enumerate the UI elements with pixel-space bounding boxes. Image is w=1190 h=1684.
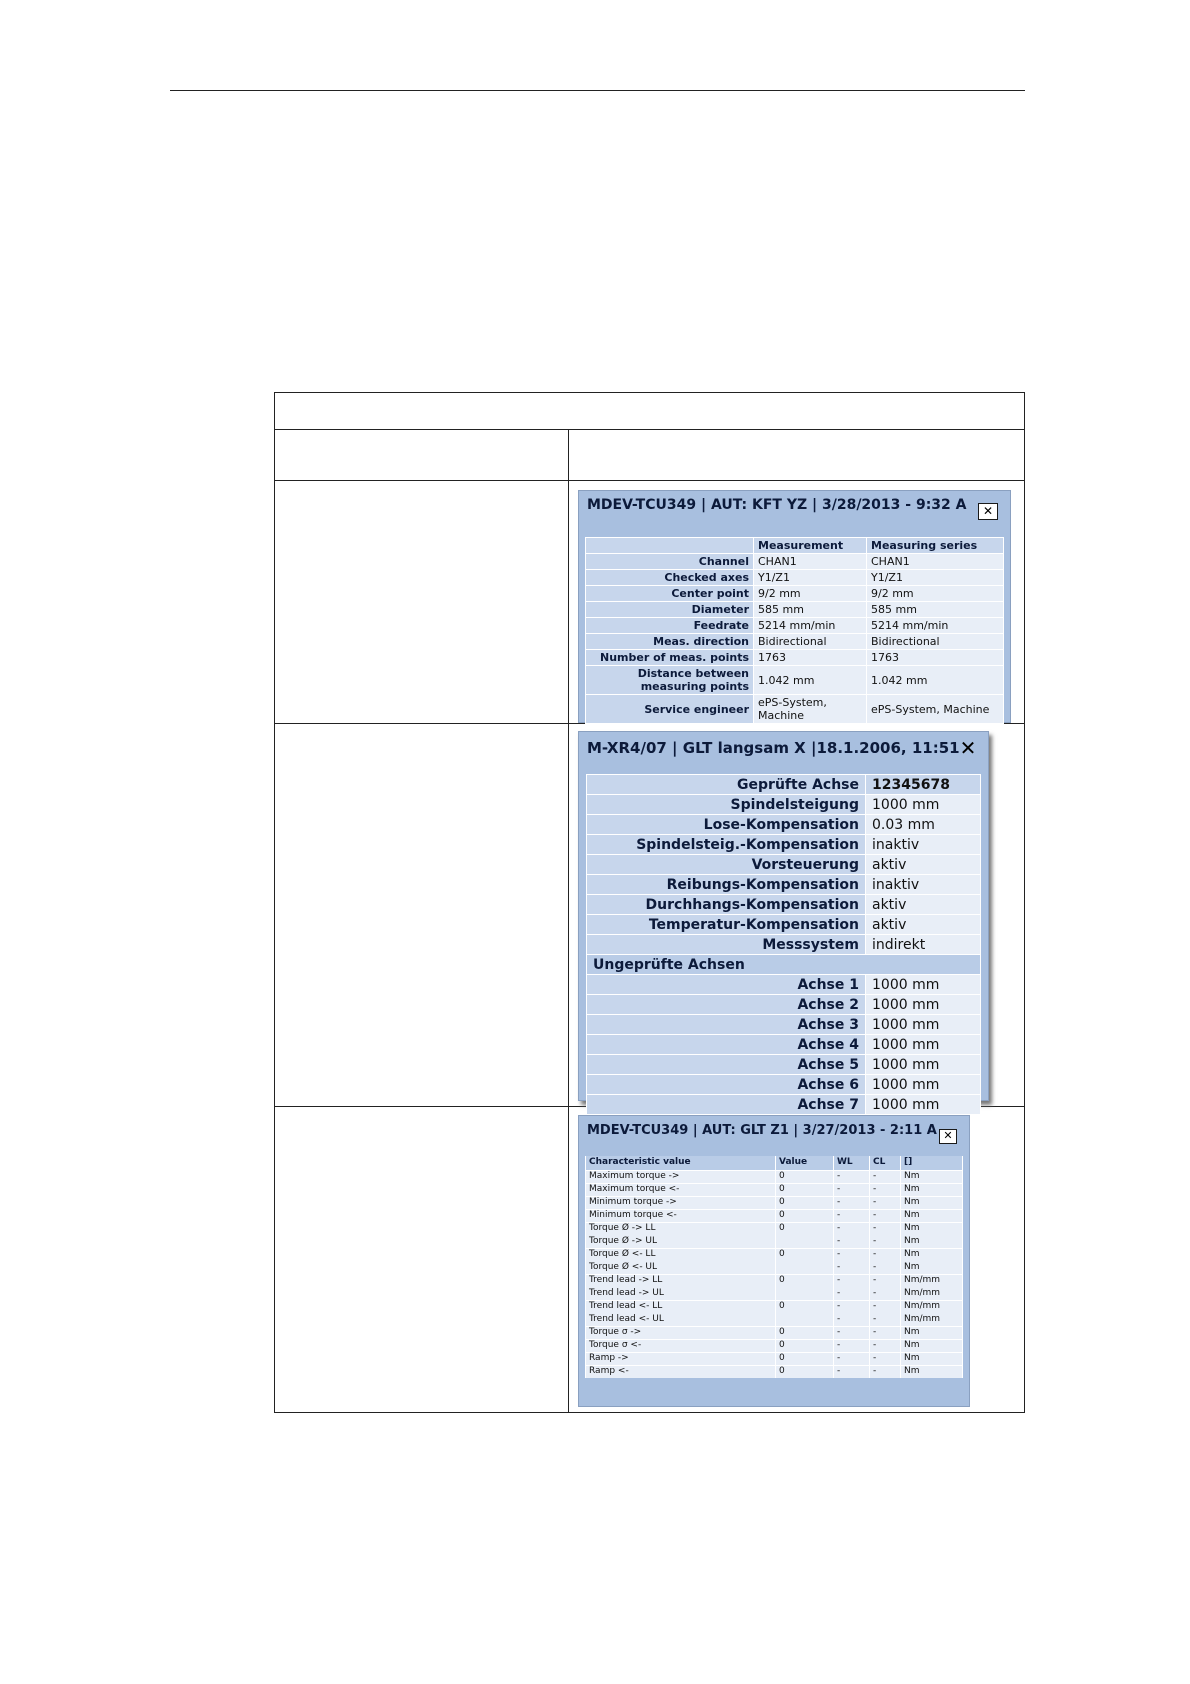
document-row-3 [275, 1107, 1024, 1412]
row-1-description-cell [275, 481, 569, 723]
table-row [587, 1055, 981, 1075]
characteristic-name: Torque σ <- [586, 1339, 776, 1352]
unit: Nm [901, 1196, 963, 1209]
measuring-series-value: CHAN1 [867, 554, 1004, 570]
column-header-wl: WL [834, 1156, 870, 1170]
control-limit: - [870, 1196, 901, 1209]
row-2-description-cell [275, 724, 569, 1106]
setting-label: Spindelsteig.-Kompensation [587, 835, 866, 855]
panel-1-title-text: MDEV-TCU349 | AUT: KFT YZ | 3/28/2013 - 9:32 A [587, 497, 967, 513]
setting-label: Lose-Kompensation [587, 815, 866, 835]
close-icon[interactable]: ✕ [959, 736, 977, 760]
column-header-value: Value [776, 1156, 834, 1170]
setting-label: Geprüfte Achse [587, 775, 866, 795]
control-limit: - [870, 1209, 901, 1222]
table-row [586, 1352, 963, 1365]
characteristic-value: 0 [776, 1300, 834, 1313]
measuring-series-value: 9/2 mm [867, 586, 1004, 602]
setting-label: Temperatur-Kompensation [587, 915, 866, 935]
section-label: Ungeprüfte Achsen [587, 955, 981, 975]
characteristic-value: 0 [776, 1222, 834, 1235]
header-blank-cell [586, 538, 754, 554]
warning-limit: - [834, 1170, 870, 1183]
unit: Nm [901, 1209, 963, 1222]
characteristic-value: 0 [776, 1183, 834, 1196]
axis-label: Achse 1 [587, 975, 866, 995]
table-row [586, 618, 1004, 634]
panel-3-title-text: MDEV-TCU349 | AUT: GLT Z1 | 3/27/2013 - 2:11 A [587, 1123, 937, 1138]
table-row [586, 1196, 963, 1209]
control-limit: - [870, 1183, 901, 1196]
characteristic-value: 0 [776, 1365, 834, 1378]
measurement-value: CHAN1 [754, 554, 867, 570]
axis-value: 1000 mm [866, 1075, 981, 1095]
panel-1-title [579, 491, 1010, 535]
control-limit: - [870, 1274, 901, 1287]
table-row [586, 634, 1004, 650]
row-label: Channel [586, 554, 754, 570]
unit: Nm [901, 1235, 963, 1248]
characteristic-value [776, 1235, 834, 1248]
table-row [587, 855, 981, 875]
table-row [586, 554, 1004, 570]
table-row [586, 1170, 963, 1183]
characteristic-value: 0 [776, 1274, 834, 1287]
setting-value: 12345678 [866, 775, 981, 795]
unit: Nm/mm [901, 1274, 963, 1287]
measurement-value: 1763 [754, 650, 867, 666]
table-row [586, 650, 1004, 666]
setting-label: Durchhangs-Kompensation [587, 895, 866, 915]
warning-limit: - [834, 1196, 870, 1209]
characteristic-name: Trend lead <- LL [586, 1300, 776, 1313]
row-label: Number of meas. points [586, 650, 754, 666]
measurement-value: ePS-System, Machine [754, 695, 867, 724]
table-row [587, 815, 981, 835]
unit: Nm [901, 1365, 963, 1378]
setting-value: inaktiv [866, 835, 981, 855]
axis-label: Achse 7 [587, 1095, 866, 1115]
table-row [587, 1015, 981, 1035]
setting-value: 0.03 mm [866, 815, 981, 835]
row-1-image-cell [569, 481, 1024, 723]
control-limit: - [870, 1287, 901, 1300]
setting-label: Reibungs-Kompensation [587, 875, 866, 895]
row-3-image-cell [569, 1107, 1024, 1412]
axis-value: 1000 mm [866, 1055, 981, 1075]
header-cell-left [275, 430, 569, 480]
characteristic-values-header-row [586, 1156, 963, 1170]
setting-label: Spindelsteigung [587, 795, 866, 815]
unit: Nm [901, 1352, 963, 1365]
table-row [586, 1287, 963, 1300]
control-limit: - [870, 1300, 901, 1313]
unit: Nm [901, 1326, 963, 1339]
axis-value: 1000 mm [866, 1035, 981, 1055]
characteristic-value [776, 1313, 834, 1326]
row-label: Center point [586, 586, 754, 602]
row-label: Feedrate [586, 618, 754, 634]
close-icon[interactable]: ✕ [939, 1129, 957, 1144]
warning-limit: - [834, 1313, 870, 1326]
page-header-rule [170, 90, 1025, 91]
warning-limit: - [834, 1235, 870, 1248]
row-label: Meas. direction [586, 634, 754, 650]
row-label: Diameter [586, 602, 754, 618]
table-row [586, 1274, 963, 1287]
unit: Nm [901, 1339, 963, 1352]
control-limit: - [870, 1326, 901, 1339]
characteristic-name: Torque Ø <- UL [586, 1261, 776, 1274]
setting-value: inaktiv [866, 875, 981, 895]
column-header-measurement: Measurement [754, 538, 867, 554]
axis-value: 1000 mm [866, 995, 981, 1015]
column-header-unit: [] [901, 1156, 963, 1170]
unit: Nm [901, 1170, 963, 1183]
control-limit: - [870, 1365, 901, 1378]
document-row-1 [275, 481, 1024, 724]
table-row [586, 1248, 963, 1261]
warning-limit: - [834, 1248, 870, 1261]
setting-value: 1000 mm [866, 795, 981, 815]
warning-limit: - [834, 1365, 870, 1378]
unit: Nm [901, 1248, 963, 1261]
close-icon[interactable]: ✕ [978, 503, 998, 520]
table-row [586, 695, 1004, 724]
characteristic-name: Minimum torque <- [586, 1209, 776, 1222]
characteristic-name: Torque Ø <- LL [586, 1248, 776, 1261]
control-limit: - [870, 1261, 901, 1274]
measurement-value: Y1/Z1 [754, 570, 867, 586]
characteristic-value: 0 [776, 1352, 834, 1365]
control-limit: - [870, 1313, 901, 1326]
characteristic-name: Trend lead -> UL [586, 1287, 776, 1300]
control-limit: - [870, 1222, 901, 1235]
document-table-title-row [275, 393, 1024, 430]
table-row [586, 1183, 963, 1196]
measurement-value: 9/2 mm [754, 586, 867, 602]
warning-limit: - [834, 1222, 870, 1235]
row-2-image-cell [569, 724, 1024, 1113]
characteristic-name: Maximum torque <- [586, 1183, 776, 1196]
table-row [586, 1261, 963, 1274]
warning-limit: - [834, 1274, 870, 1287]
characteristic-value [776, 1261, 834, 1274]
characteristic-name: Trend lead -> LL [586, 1274, 776, 1287]
characteristic-value: 0 [776, 1326, 834, 1339]
characteristic-value: 0 [776, 1209, 834, 1222]
setting-value: aktiv [866, 915, 981, 935]
measuring-series-value: 585 mm [867, 602, 1004, 618]
warning-limit: - [834, 1261, 870, 1274]
warning-limit: - [834, 1352, 870, 1365]
warning-limit: - [834, 1183, 870, 1196]
measurement-info-table [585, 537, 1004, 724]
unit: Nm/mm [901, 1300, 963, 1313]
measurement-value: 5214 mm/min [754, 618, 867, 634]
table-row [586, 1209, 963, 1222]
warning-limit: - [834, 1339, 870, 1352]
setting-label: Messsystem [587, 935, 866, 955]
measuring-series-value: 5214 mm/min [867, 618, 1004, 634]
setting-value: indirekt [866, 935, 981, 955]
measurement-value: 1.042 mm [754, 666, 867, 695]
table-row [587, 795, 981, 815]
table-row [587, 1035, 981, 1055]
row-label: Service engineer [586, 695, 754, 724]
characteristic-value: 0 [776, 1170, 834, 1183]
control-limit: - [870, 1235, 901, 1248]
measurement-value: 585 mm [754, 602, 867, 618]
measuring-series-value: 1763 [867, 650, 1004, 666]
table-row [587, 835, 981, 855]
unit: Nm/mm [901, 1287, 963, 1300]
table-row [586, 1339, 963, 1352]
control-limit: - [870, 1339, 901, 1352]
measuring-series-value: ePS-System, Machine [867, 695, 1004, 724]
control-limit: - [870, 1170, 901, 1183]
characteristic-name: Maximum torque -> [586, 1170, 776, 1183]
section-row [587, 955, 981, 975]
characteristic-values-panel [578, 1115, 970, 1407]
measuring-series-value: 1.042 mm [867, 666, 1004, 695]
characteristic-name: Torque σ -> [586, 1326, 776, 1339]
axis-label: Achse 4 [587, 1035, 866, 1055]
unit: Nm [901, 1222, 963, 1235]
axis-value: 1000 mm [866, 975, 981, 995]
characteristic-value [776, 1287, 834, 1300]
table-row [587, 995, 981, 1015]
unit: Nm [901, 1261, 963, 1274]
axis-value: 1000 mm [866, 1015, 981, 1035]
axis-info-table [586, 774, 981, 1115]
unit: Nm [901, 1183, 963, 1196]
header-cell-right [569, 430, 1024, 480]
warning-limit: - [834, 1209, 870, 1222]
warning-limit: - [834, 1287, 870, 1300]
table-row [586, 666, 1004, 695]
measurement-value: Bidirectional [754, 634, 867, 650]
measurement-info-panel [578, 490, 1011, 723]
characteristic-value: 0 [776, 1339, 834, 1352]
characteristic-name: Torque Ø -> LL [586, 1222, 776, 1235]
panel-3-title [579, 1116, 969, 1156]
table-row [586, 1222, 963, 1235]
measuring-series-value: Bidirectional [867, 634, 1004, 650]
table-row [586, 1313, 963, 1326]
table-row [587, 775, 981, 795]
axis-value: 1000 mm [866, 1095, 981, 1115]
panel-2-title-text: M-XR4/07 | GLT langsam X |18.1.2006, 11:51 [587, 739, 960, 757]
warning-limit: - [834, 1326, 870, 1339]
characteristic-name: Ramp <- [586, 1365, 776, 1378]
table-row [586, 1326, 963, 1339]
column-header-cl: CL [870, 1156, 901, 1170]
table-row [587, 975, 981, 995]
column-header-measuring-series: Measuring series [867, 538, 1004, 554]
table-row [586, 1365, 963, 1378]
table-row [587, 895, 981, 915]
measurement-info-header-row [586, 538, 1004, 554]
table-row [586, 1300, 963, 1313]
characteristic-value: 0 [776, 1248, 834, 1261]
control-limit: - [870, 1248, 901, 1261]
measuring-series-value: Y1/Z1 [867, 570, 1004, 586]
characteristic-name: Torque Ø -> UL [586, 1235, 776, 1248]
table-row [586, 1235, 963, 1248]
row-label: Distance between measuring points [586, 666, 754, 695]
panel-2-title [579, 732, 988, 774]
table-row [586, 602, 1004, 618]
warning-limit: - [834, 1300, 870, 1313]
axis-info-panel [578, 731, 989, 1113]
document-row-2 [275, 724, 1024, 1113]
table-row [586, 570, 1004, 586]
column-header-characteristic: Characteristic value [586, 1156, 776, 1170]
characteristic-name: Trend lead <- UL [586, 1313, 776, 1326]
axis-label: Achse 2 [587, 995, 866, 1015]
characteristic-name: Minimum torque -> [586, 1196, 776, 1209]
table-row [587, 915, 981, 935]
table-row [587, 935, 981, 955]
table-row [587, 1075, 981, 1095]
table-row [587, 875, 981, 895]
setting-value: aktiv [866, 855, 981, 875]
document-table [274, 392, 1025, 1413]
document-table-header-row [275, 430, 1024, 481]
unit: Nm/mm [901, 1313, 963, 1326]
axis-label: Achse 3 [587, 1015, 866, 1035]
control-limit: - [870, 1352, 901, 1365]
row-3-description-cell [275, 1107, 569, 1412]
table-row [586, 586, 1004, 602]
characteristic-value: 0 [776, 1196, 834, 1209]
setting-value: aktiv [866, 895, 981, 915]
setting-label: Vorsteuerung [587, 855, 866, 875]
characteristic-name: Ramp -> [586, 1352, 776, 1365]
axis-label: Achse 5 [587, 1055, 866, 1075]
row-label: Checked axes [586, 570, 754, 586]
axis-label: Achse 6 [587, 1075, 866, 1095]
characteristic-values-table [585, 1156, 963, 1378]
